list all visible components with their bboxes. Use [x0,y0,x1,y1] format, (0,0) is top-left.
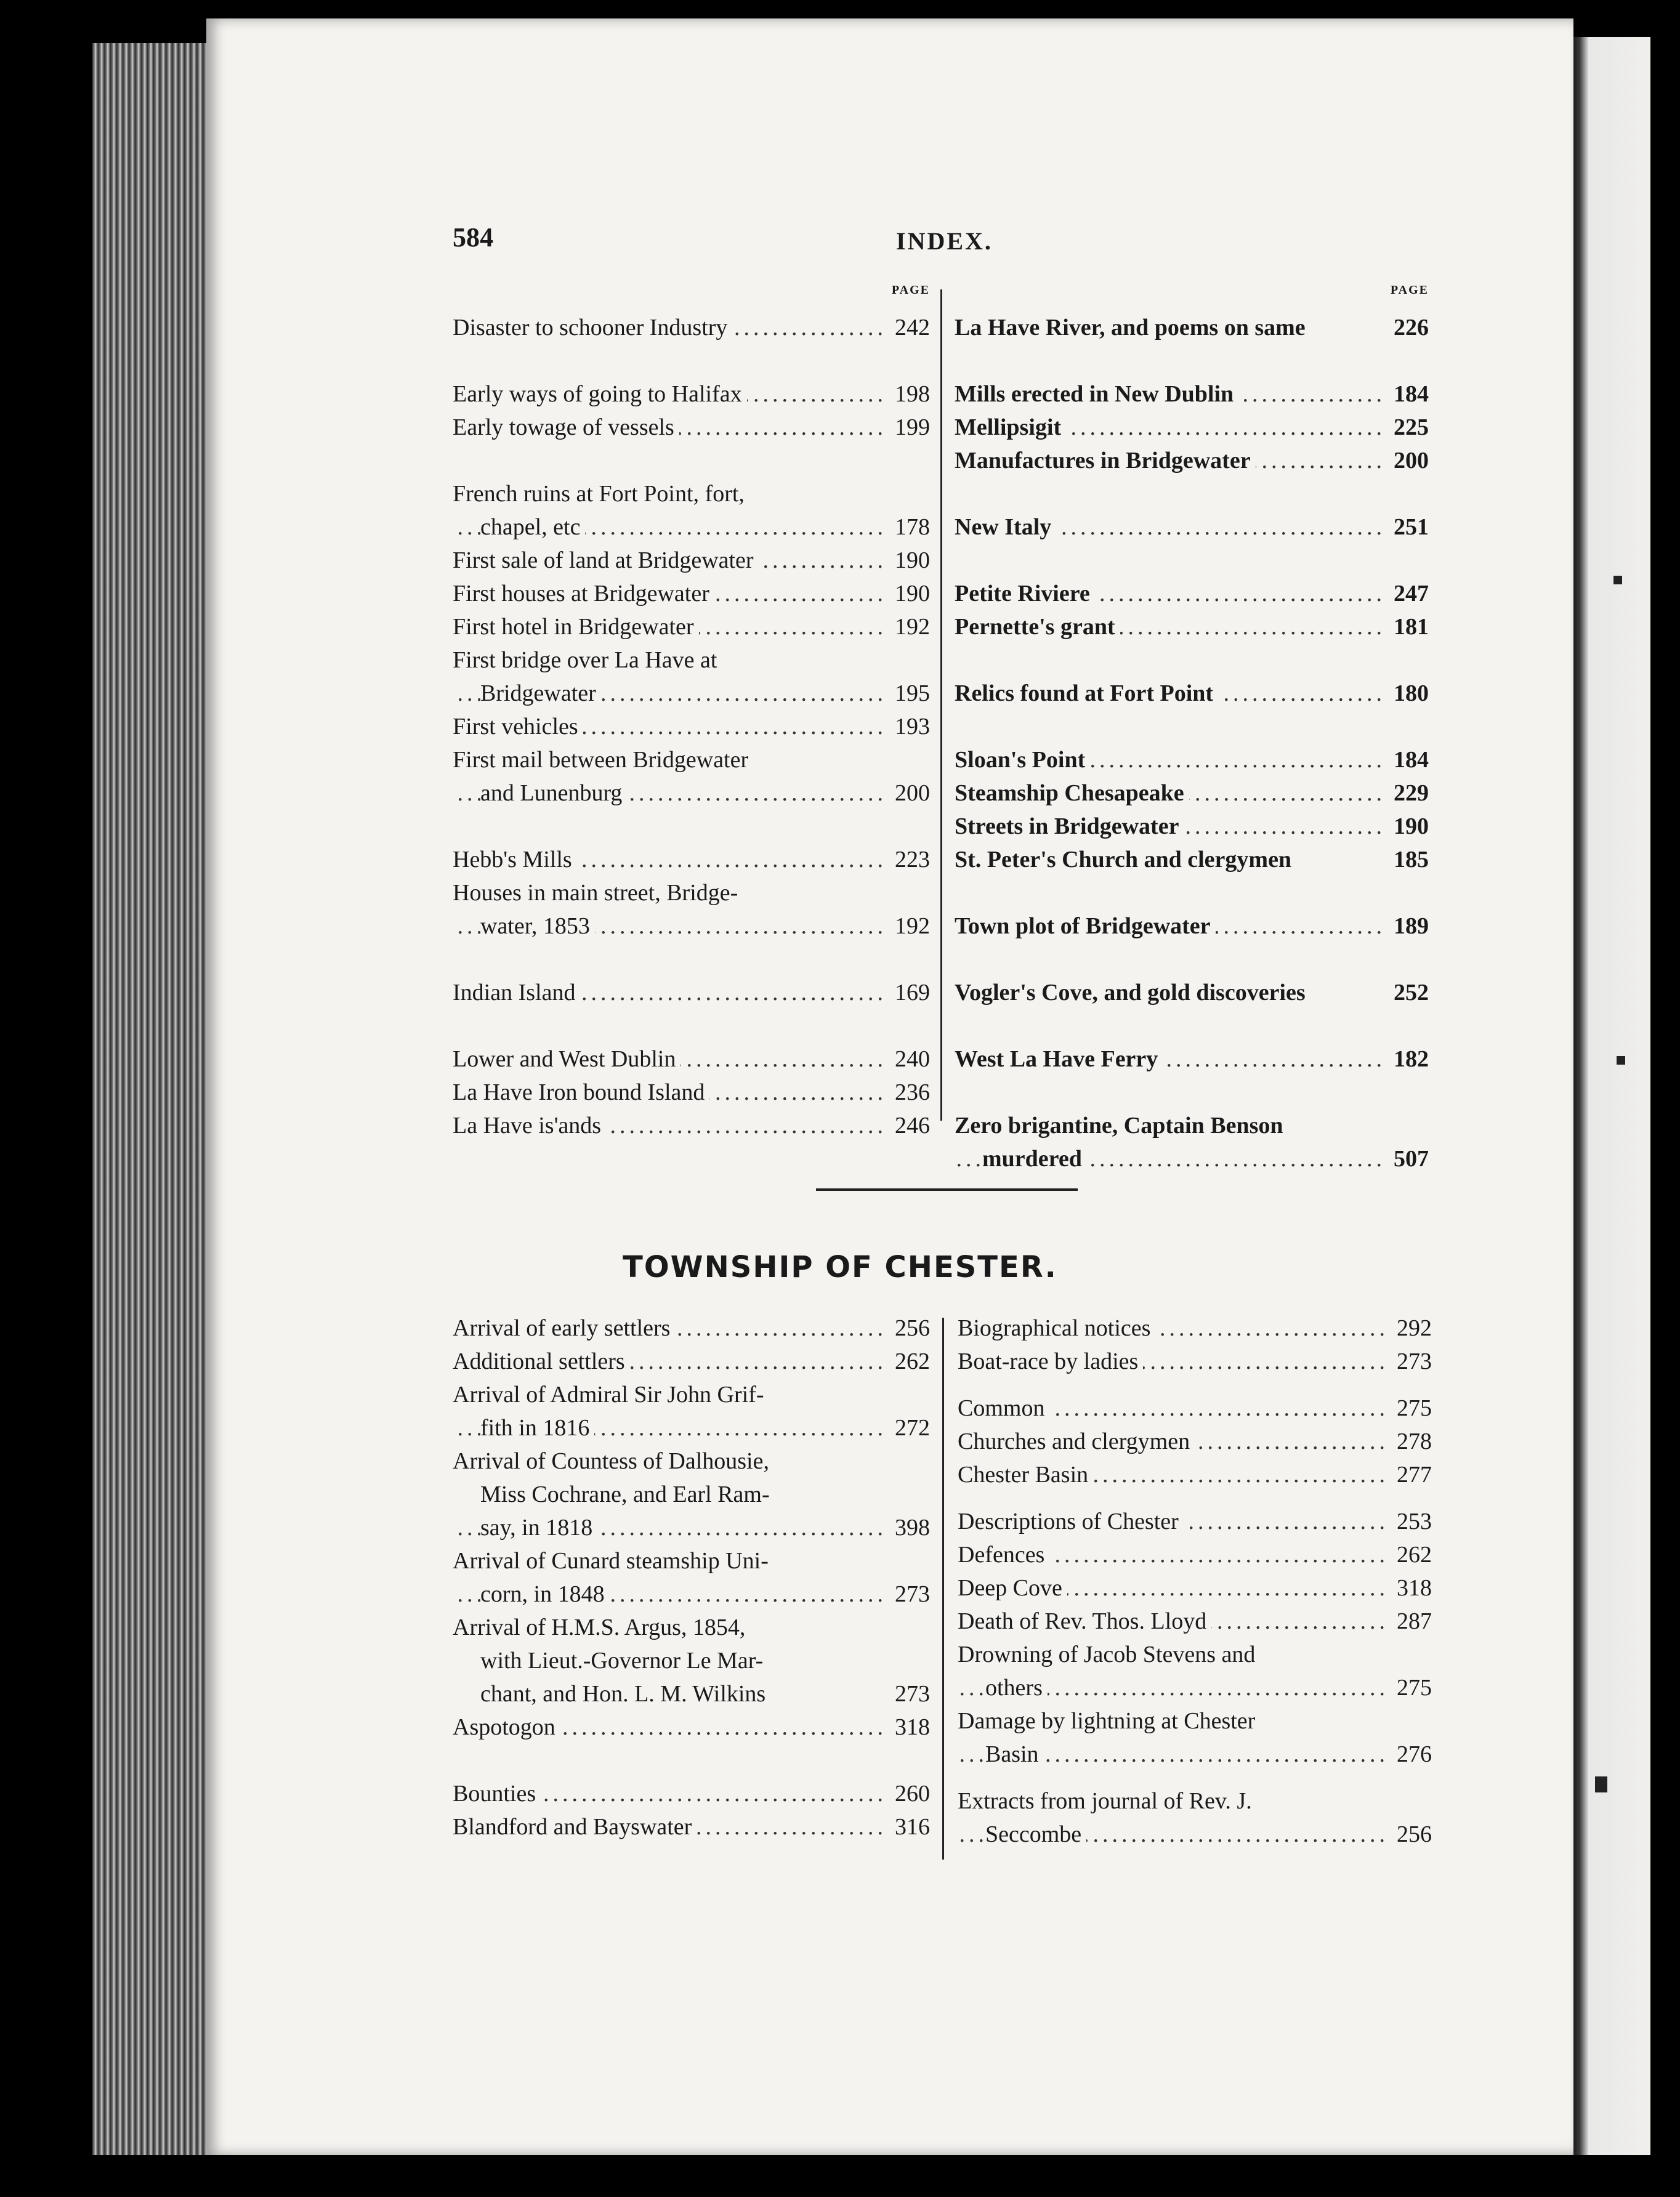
column-divider [940,289,942,1121]
index-entry-page: 223 [890,846,930,873]
index-entry-text: with Lieut.-Governor Le Mar- [480,1647,768,1674]
page-column-label: PAGE [1390,283,1429,297]
index-entry-page: 262 [890,1348,930,1375]
index-entry-page: 226 [1389,314,1429,341]
index-entry [453,1714,930,1746]
index-column-left [453,283,930,1139]
index-entry-text: La Have River, and poems on same [955,314,1310,341]
index-entry [453,1680,930,1712]
index-entry-page: 287 [1392,1608,1432,1635]
index-entry-text: St. Peter's Church and clergymen [955,846,1296,873]
index-entry-text: murdered [982,1145,1087,1172]
index-entry-text: Extracts from journal of Rev. J. [958,1788,1257,1815]
index-entry-page: 169 [890,979,930,1006]
index-entry-text: Churches and clergymen [958,1428,1195,1455]
index-entry-text: Vogler's Cove, and gold discoveries [955,979,1310,1006]
index-entry [955,580,1429,612]
index-entry-page: 180 [1389,680,1429,707]
index-entry-text: and Lunenburg [480,780,627,807]
index-entry-page: 507 [1389,1145,1429,1172]
index-entry [955,1046,1429,1078]
index-entry-page: 225 [1389,414,1429,441]
index-entry [955,414,1429,446]
index-entry-page: 236 [890,1079,930,1106]
index-entry [955,613,1429,645]
index-entry [453,480,930,512]
index-entry-text: First houses at Bridgewater [453,580,714,607]
index-entry-text: New Italy [955,514,1056,541]
index-entry-text: corn, in 1848 [480,1581,610,1608]
index-entry-text: La Have is'ands [453,1112,606,1139]
index-entry-page: 273 [890,1680,930,1707]
index-entry [958,1348,1432,1380]
chester-column-left [453,1315,930,1856]
index-entry-text: First vehicles [453,713,583,740]
index-entry [958,1461,1432,1493]
index-entry-page: 278 [1392,1428,1432,1455]
index-entry [453,381,930,413]
index-entry-text: Manufactures in Bridgewater [955,447,1256,474]
index-entry-page: 276 [1392,1741,1432,1768]
index-entry-page: 252 [1389,979,1429,1006]
index-entry-page: 398 [890,1514,930,1541]
index-entry-page: 189 [1389,913,1429,940]
index-entry-text: Drowning of Jacob Stevens and [958,1641,1260,1668]
index-entry [453,1315,930,1347]
index-entry [955,447,1429,479]
index-entry-page: 192 [890,613,930,640]
index-entry-text: Arrival of Cunard steamship Uni- [453,1547,773,1574]
index-entry [958,1541,1432,1573]
index-entry-text: Chester Basin [958,1461,1093,1488]
margin-mark [1613,576,1622,584]
index-entry [958,1674,1432,1706]
page-title: INDEX. [896,227,993,255]
index-entry-text: Indian Island [453,979,580,1006]
index-entry-text: Miss Cochrane, and Earl Ram- [480,1481,775,1508]
index-entry [958,1315,1432,1347]
index-entry-page: 192 [890,913,930,940]
index-entry [453,1813,930,1845]
index-entry-text: La Have Iron bound Island [453,1079,709,1106]
index-entry [955,1145,1429,1177]
margin-mark [1595,1776,1607,1792]
index-entry-text: Arrival of H.M.S. Argus, 1854, [453,1614,750,1641]
index-entry-text: Relics found at Fort Point [955,680,1218,707]
chester-column-right [958,1315,1432,1856]
index-entry-text: Basin [985,1741,1044,1768]
index-entry [453,846,930,878]
index-column-right [955,283,1429,1172]
index-entry-page: 316 [890,1813,930,1840]
index-entry [958,1821,1432,1853]
index-entry-page: 193 [890,713,930,740]
index-entry-text: Additional settlers [453,1348,630,1375]
index-entry [453,414,930,446]
index-entry-text: Arrival of Countess of Dalhousie, [453,1448,774,1475]
index-entry-text: First bridge over La Have at [453,647,722,674]
index-entry [955,846,1429,878]
index-entry [453,713,930,745]
index-entry-page: 199 [890,414,930,441]
index-entry-page: 275 [1392,1395,1432,1422]
index-entry [958,1707,1432,1739]
index-entry-text: Disaster to schooner Industry [453,314,732,341]
index-entry [453,913,930,945]
index-entry-text: Damage by lightning at Chester [958,1707,1260,1735]
index-entry [453,1046,930,1078]
index-entry [453,979,930,1011]
index-entry-text: Houses in main street, Bridge- [453,879,743,906]
section-heading: TOWNSHIP OF CHESTER. [623,1250,1057,1284]
index-entry-text: Hebb's Mills [453,846,577,873]
index-entry-page: 272 [890,1414,930,1441]
index-entry-page: 182 [1389,1046,1429,1073]
index-entry-text: Mills erected in New Dublin [955,381,1238,408]
index-entry-page: 185 [1389,846,1429,873]
index-entry-page: 256 [1392,1821,1432,1848]
page-column-label: PAGE [891,283,930,297]
index-entry [453,514,930,546]
index-entry-text: First sale of land at Bridgewater [453,547,759,574]
index-entry-page: 178 [890,514,930,541]
index-entry-page: 181 [1389,613,1429,640]
index-entry-page: 251 [1389,514,1429,541]
index-entry-page: 190 [1389,813,1429,840]
index-entry-text: say, in 1818 [480,1514,597,1541]
index-entry-text: French ruins at Fort Point, fort, [453,480,749,507]
index-entry-text: Early towage of vessels [453,414,679,441]
index-entry [453,1112,930,1144]
index-entry-page: 277 [1392,1461,1432,1488]
index-entry [453,1780,930,1812]
index-entry [453,547,930,579]
index-entry-page: 318 [890,1714,930,1741]
index-entry-text: Mellipsigit [955,414,1066,441]
index-entry-text: Bridgewater [480,680,601,707]
index-entry [453,1348,930,1380]
index-entry-page: 184 [1389,746,1429,773]
index-entry [453,314,930,346]
index-entry-text: Town plot of Bridgewater [955,913,1216,940]
index-entry-page: 200 [1389,447,1429,474]
index-entry-text: Aspotogon [453,1714,560,1741]
index-entry-page: 247 [1389,580,1429,607]
index-entry-text: Boat-race by ladies [958,1348,1143,1375]
index-entry-page: 273 [890,1581,930,1608]
index-entry-page: 318 [1392,1574,1432,1602]
index-entry-page: 184 [1389,381,1429,408]
index-entry [453,780,930,812]
index-entry-text: Common [958,1395,1049,1422]
column-divider [942,1318,944,1860]
index-entry-page: 256 [890,1315,930,1342]
index-entry [955,381,1429,413]
index-entry-text: Deep Cove [958,1574,1067,1602]
index-entry [955,314,1429,346]
index-entry-text: Arrival of early settlers [453,1315,675,1342]
index-entry [958,1395,1432,1427]
index-entry-page: 246 [890,1112,930,1139]
index-entry-text: Steamship Chesapeake [955,780,1189,807]
index-entry-text: chant, and Hon. L. M. Wilkins [480,1680,770,1707]
index-entry [958,1608,1432,1640]
index-entry-text: water, 1853 [480,913,595,940]
index-entry [453,680,930,712]
index-entry-text: others [985,1674,1048,1701]
page-number: 584 [453,222,493,252]
index-entry-page: 190 [890,580,930,607]
index-entry-text: Zero brigantine, Captain Benson [955,1112,1288,1139]
index-entry [453,746,930,778]
index-entry [958,1574,1432,1606]
index-entry-page: 260 [890,1780,930,1807]
index-entry [453,580,930,612]
facing-page-edge [1573,37,1650,2155]
index-entry-text: Pernette's grant [955,613,1120,640]
index-entry [453,1079,930,1111]
index-entry [958,1641,1432,1673]
index-entry [453,1514,930,1546]
index-entry [958,1508,1432,1540]
index-entry [958,1428,1432,1460]
index-entry-text: Bounties [453,1780,541,1807]
index-entry [955,1112,1429,1144]
index-entry-text: Death of Rev. Thos. Lloyd [958,1608,1211,1635]
index-entry-page: 240 [890,1046,930,1073]
index-entry-text: West La Have Ferry [955,1046,1163,1073]
index-entry-page: 273 [1392,1348,1432,1375]
index-entry [453,613,930,645]
index-entry-text: Seccombe [985,1821,1086,1848]
index-entry-page: 195 [890,680,930,707]
index-entry-text: chapel, etc [480,514,585,541]
index-entry [958,1741,1432,1773]
index-entry-text: Early ways of going to Halifax [453,381,747,408]
index-entry-text: Blandford and Bayswater [453,1813,697,1840]
index-entry-text: First mail between Bridgewater [453,746,753,773]
index-entry [453,879,930,911]
index-entry-page: 242 [890,314,930,341]
index-entry [453,1381,930,1413]
page-header [453,222,1438,259]
index-entry-text: First hotel in Bridgewater [453,613,699,640]
index-entry-text: Streets in Bridgewater [955,813,1184,840]
index-entry-page: 190 [890,547,930,574]
index-entry [453,1448,930,1480]
index-entry [955,680,1429,712]
index-entry [955,780,1429,812]
index-entry [955,746,1429,778]
index-entry-text: Arrival of Admiral Sir John Grif- [453,1381,769,1408]
index-entry-text: Defences [958,1541,1049,1568]
book-page-edges [92,43,206,2155]
index-entry [453,1414,930,1446]
index-entry [453,647,930,679]
index-entry-page: 253 [1392,1508,1432,1535]
index-entry [955,813,1429,845]
index-entry [955,514,1429,546]
index-entry [958,1788,1432,1820]
index-entry-page: 200 [890,780,930,807]
index-entry [955,913,1429,945]
index-entry [453,1581,930,1613]
index-entry-text: Lower and West Dublin [453,1046,680,1073]
section-rule [816,1188,1078,1191]
index-entry [453,1481,930,1513]
index-entry [453,1614,930,1646]
index-entry-text: Sloan's Point [955,746,1090,773]
index-entry-page: 275 [1392,1674,1432,1701]
index-entry-text: fith in 1816 [480,1414,594,1441]
index-entry-page: 229 [1389,780,1429,807]
index-entry-page: 262 [1392,1541,1432,1568]
index-entry-text: Petite Riviere [955,580,1095,607]
index-entry [453,1547,930,1579]
index-entry-page: 292 [1392,1315,1432,1342]
margin-mark [1617,1056,1625,1065]
index-entry-text: Descriptions of Chester [958,1508,1184,1535]
index-entry [955,979,1429,1011]
index-entry [453,1647,930,1679]
index-entry-text: Biographical notices [958,1315,1155,1342]
index-entry-page: 198 [890,381,930,408]
